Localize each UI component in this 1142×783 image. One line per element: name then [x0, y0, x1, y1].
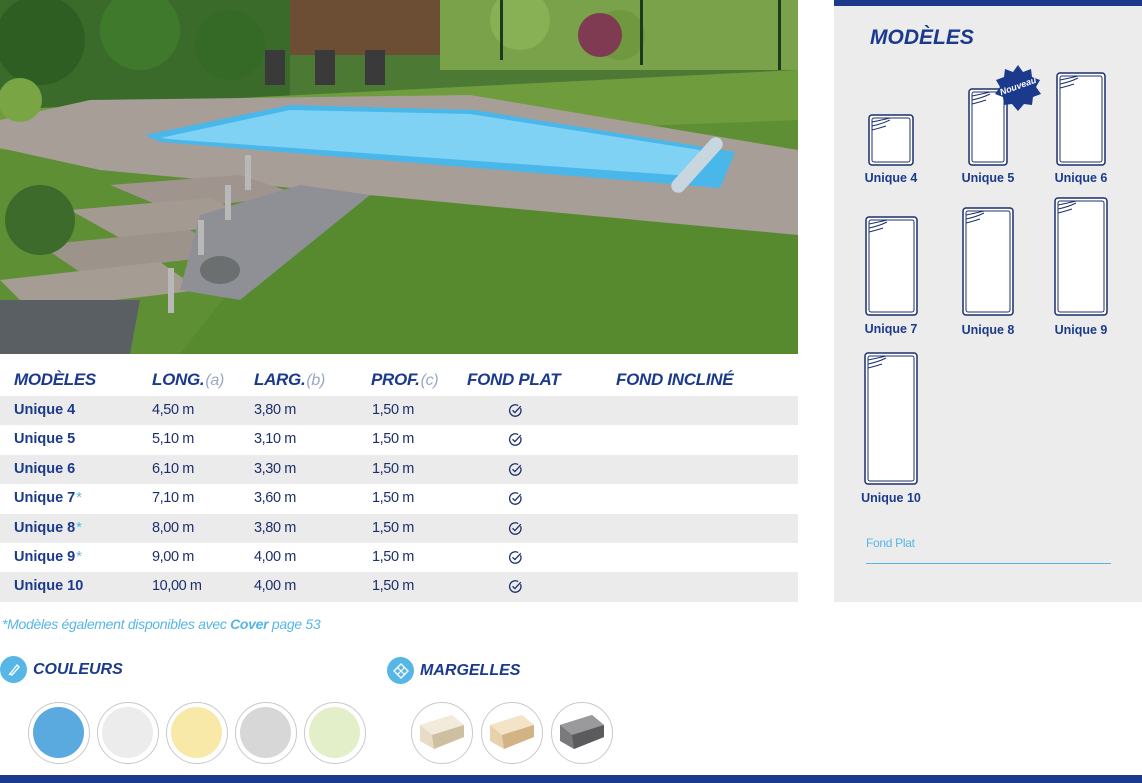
- pool-label: Unique 4: [864, 171, 918, 185]
- pool-shape-5: [962, 207, 1014, 316]
- coping-sand: [481, 702, 543, 764]
- pool-label: Unique 8: [961, 323, 1015, 337]
- header-length: LONG.(a): [152, 370, 224, 389]
- table-header: [0, 366, 798, 396]
- row-width: 3,30 m: [254, 460, 296, 477]
- legend-flat: Fond Plat: [866, 536, 915, 550]
- row-width: 3,60 m: [254, 490, 296, 507]
- row-depth: 1,50 m: [372, 431, 414, 448]
- pool-shape-1: [868, 114, 914, 166]
- color-swatch-fill: [171, 707, 222, 758]
- copings-heading: [387, 657, 520, 684]
- color-swatch-fill: [33, 707, 84, 758]
- color-swatch: [235, 702, 297, 764]
- color-swatch-fill: [102, 707, 153, 758]
- color-swatch: [304, 702, 366, 764]
- row-length: 5,10 m: [152, 431, 194, 448]
- row-length: 6,10 m: [152, 460, 194, 477]
- row-width: 4,00 m: [254, 578, 296, 595]
- row-length: 7,10 m: [152, 490, 194, 507]
- row-model-name: Unique 4: [14, 402, 76, 418]
- table-row: [0, 455, 798, 484]
- pool-shape-3: [1056, 72, 1106, 166]
- coping-grey: [551, 702, 613, 764]
- color-swatch: [28, 702, 90, 764]
- row-model-name: Unique 5: [14, 431, 76, 448]
- pool-shape-7: [864, 352, 918, 485]
- header-model: MODÈLES: [14, 370, 96, 389]
- legend-divider: [866, 563, 1111, 564]
- models-panel: [834, 0, 1142, 602]
- bottom-bar: [0, 775, 1142, 783]
- models-table: [0, 366, 798, 602]
- copings-title: MARGELLES: [420, 661, 521, 679]
- footnote: *Modèles également disponibles avec Cover page 53: [2, 616, 321, 632]
- row-depth: 1,50 m: [372, 548, 414, 565]
- colors-title: COULEURS: [33, 660, 123, 678]
- color-swatch-fill: [240, 707, 291, 758]
- pool-label: Unique 10: [861, 491, 921, 505]
- colors-heading: [0, 656, 123, 683]
- row-depth: 1,50 m: [372, 490, 414, 507]
- pool-shape-6: [1054, 197, 1108, 316]
- new-badge-label: Nouveau: [998, 74, 1038, 98]
- table-row: [0, 396, 798, 425]
- pool-shape-4: [865, 216, 918, 316]
- check-icon: [508, 462, 523, 477]
- pool-photo: [0, 0, 798, 354]
- tile-icon: [387, 657, 414, 684]
- check-icon: [508, 491, 523, 506]
- table-row: [0, 543, 798, 572]
- pool-label: Unique 7: [864, 322, 918, 336]
- row-depth: 1,50 m: [372, 402, 414, 418]
- row-width: 4,00 m: [254, 548, 296, 565]
- row-model-name: Unique 6: [14, 460, 76, 477]
- check-icon: [508, 403, 523, 418]
- pool-label: Unique 6: [1054, 171, 1108, 185]
- header-depth: PROF.(c): [371, 370, 439, 389]
- row-length: 4,50 m: [152, 402, 194, 418]
- color-swatch: [97, 702, 159, 764]
- row-model-name: Unique 9*: [14, 548, 82, 565]
- row-length: 8,00 m: [152, 519, 194, 536]
- row-model-name: Unique 7*: [14, 490, 82, 507]
- pool-label: Unique 9: [1054, 323, 1108, 337]
- row-width: 3,10 m: [254, 431, 296, 448]
- new-badge: [994, 64, 1042, 112]
- row-width: 3,80 m: [254, 519, 296, 536]
- coping-beige: [411, 702, 473, 764]
- check-icon: [508, 521, 523, 536]
- color-swatch-fill: [309, 707, 360, 758]
- row-model-name: Unique 10: [14, 578, 84, 595]
- check-icon: [508, 432, 523, 447]
- check-icon: [508, 579, 523, 594]
- table-row: [0, 425, 798, 454]
- pool-label: Unique 5: [961, 171, 1015, 185]
- table-row: [0, 572, 798, 601]
- row-length: 10,00 m: [152, 578, 202, 595]
- row-depth: 1,50 m: [372, 519, 414, 536]
- color-swatch: [166, 702, 228, 764]
- panel-title: MODÈLES: [870, 26, 974, 49]
- header-flat: FOND PLAT: [467, 370, 561, 389]
- brush-icon: [0, 656, 27, 683]
- check-icon: [508, 550, 523, 565]
- header-inclined: FOND INCLINÉ: [616, 370, 734, 389]
- row-length: 9,00 m: [152, 548, 194, 565]
- header-width: LARG.(b): [254, 370, 326, 389]
- row-model-name: Unique 8*: [14, 519, 82, 536]
- table-row: [0, 514, 798, 543]
- table-row: [0, 484, 798, 513]
- row-depth: 1,50 m: [372, 578, 414, 595]
- row-depth: 1,50 m: [372, 460, 414, 477]
- row-width: 3,80 m: [254, 402, 296, 418]
